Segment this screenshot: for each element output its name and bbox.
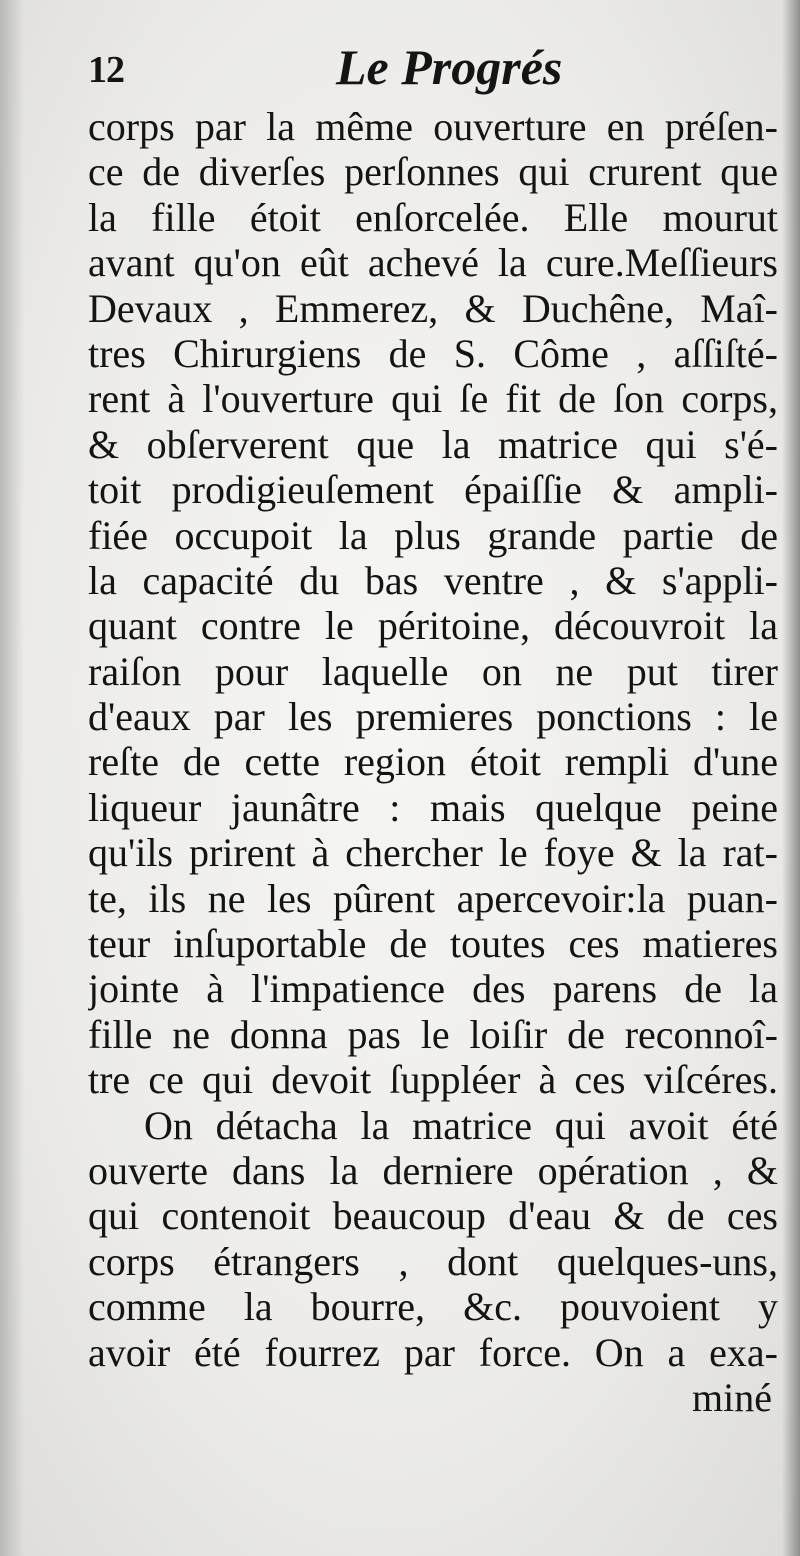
text-line: Devaux , Emmerez, & Duchêne, Maî- xyxy=(88,285,778,331)
text-line: raiſon pour laquelle on ne put tirer xyxy=(88,648,778,694)
text-line: jointe à l'impatience des parens de la xyxy=(88,966,778,1012)
paragraph-first-line: On détacha la matrice qui avoit été xyxy=(144,1102,778,1148)
text-line: reſte de cette region étoit rempli d'une xyxy=(88,739,778,785)
text-line: liqueur jaunâtre : mais quelque peine xyxy=(88,784,778,830)
running-title: Le Progrés xyxy=(336,39,563,95)
catchword: miné xyxy=(692,1374,772,1420)
text-line: teur inſuportable de toutes ces matieres xyxy=(88,921,778,967)
text-line: rent à l'ouverture qui ſe fit de ſon corps, xyxy=(88,376,778,422)
text-line: tres Chirurgiens de S. Côme , aſſiſté- xyxy=(88,330,778,376)
text-line: toit prodigieuſement épaiſſie & ampli- xyxy=(88,467,778,513)
page-edge-shadow-left xyxy=(0,0,24,1556)
text-line: corps étrangers , dont quelques-uns, xyxy=(88,1238,778,1284)
text-line: fiée occupoit la plus grande partie de xyxy=(88,512,778,558)
text-line: la fille étoit enſorcelée. Elle mourut xyxy=(88,194,778,240)
text-line: d'eaux par les premieres ponctions : le xyxy=(88,694,778,740)
text-line: corps par la même ouverture en préſen- xyxy=(88,104,778,149)
text-line: avant qu'on eût achevé la cure.Meſſieurs xyxy=(88,240,778,286)
text-line: qu'ils prirent à chercher le foye & la rat- xyxy=(88,830,778,876)
page-edge-shadow-right xyxy=(782,0,800,1556)
text-line: ouverte dans la derniere opération , & xyxy=(88,1147,778,1193)
text-line: tre ce qui devoit ſuppléer à ces viſcéres. xyxy=(88,1057,778,1103)
page-number: 12 xyxy=(88,49,124,91)
text-line: quant contre le péritoine, découvroit la xyxy=(88,603,778,649)
text-line: fille ne donna pas le loiſir de reconnoî- xyxy=(88,1011,778,1057)
body-text xyxy=(88,104,778,1420)
text-line: qui contenoit beaucoup d'eau & de ces xyxy=(88,1193,778,1239)
text-line: avoir été fourrez par force. On a exa- xyxy=(88,1329,778,1375)
running-head xyxy=(88,34,778,106)
text-line: la capacité du bas ventre , & s'appli- xyxy=(88,557,778,603)
text-line: & obſerverent que la matrice qui s'é- xyxy=(88,421,778,467)
text-line: comme la bourre, &c. pouvoient y xyxy=(88,1284,778,1330)
text-line: te, ils ne les pûrent apercevoir:la puan- xyxy=(88,875,778,921)
text-line: ce de diverſes perſonnes qui crurent que xyxy=(88,149,778,195)
